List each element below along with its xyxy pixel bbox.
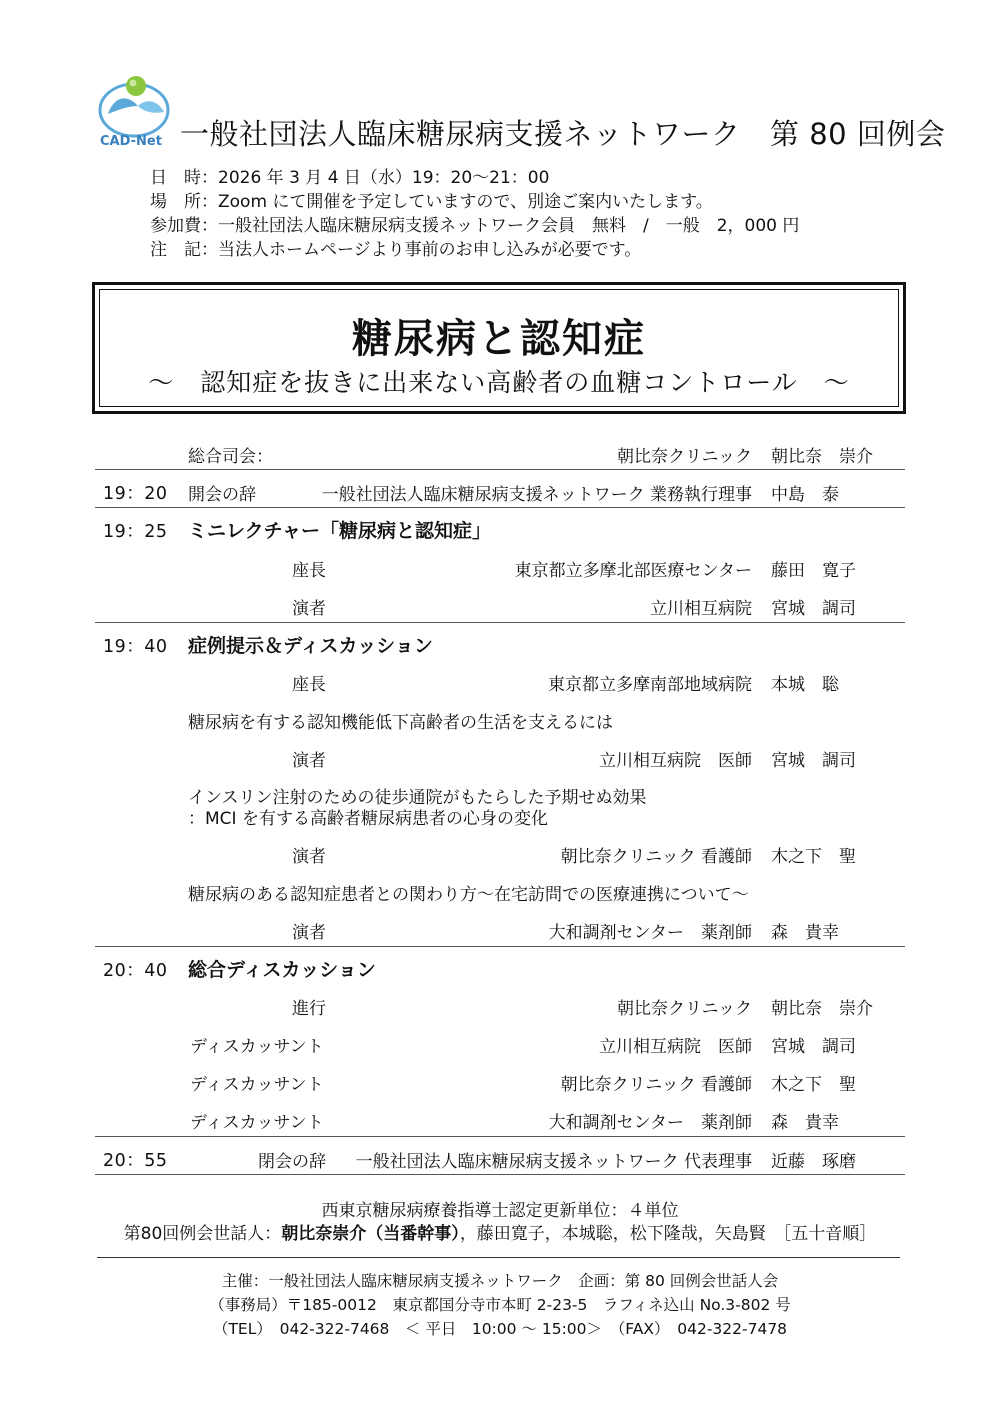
- info-value: Zoom にて開催を予定していますので、別途ご案内いたします。: [218, 192, 713, 212]
- case3-affiliation: 大和調剤センター 薬剤師: [548, 923, 752, 943]
- moderator-role: 進行: [292, 999, 326, 1019]
- closing-time: 20：55: [103, 1151, 168, 1171]
- case2-name: 木之下 聖: [771, 847, 856, 867]
- info-row-fee: [150, 211, 799, 236]
- opening-label: 開会の辞: [188, 485, 256, 505]
- discussant-name: 宮城 調司: [771, 1037, 856, 1057]
- lecture-speaker-affiliation: 立川相互病院: [650, 599, 752, 619]
- info-value: 当法人ホームページより事前のお申し込みが必要です。: [218, 240, 642, 260]
- organizers-label: 第80回例会世話人：: [123, 1224, 282, 1244]
- discussion-time: 20：40: [103, 961, 168, 981]
- case1-affiliation: 立川相互病院 医師: [599, 751, 752, 771]
- discussant-role: ディスカッサント: [190, 1113, 324, 1133]
- footer-address: （事務局）〒185-0012 東京都国分寺市本町 2-23-5 ラフィネ込山 No.3-802 号: [209, 1296, 791, 1314]
- case2-role: 演者: [292, 847, 326, 867]
- mc-name: 朝比奈 崇介: [771, 447, 873, 467]
- case1-topic: 糖尿病を有する認知機能低下高齢者の生活を支えるには: [188, 713, 613, 733]
- info-value: 2026 年 3 月 4 日（水）19：20～21：00: [218, 168, 550, 188]
- discussant-name: 木之下 聖: [771, 1075, 856, 1095]
- organizers-rest: ，藤田寛子，本城聡，松下隆哉，矢島賢 ［五十音順］: [459, 1224, 877, 1244]
- title-banner: [92, 282, 906, 414]
- banner-title: 糖尿病と認知症: [352, 316, 646, 362]
- moderator-affiliation: 朝比奈クリニック: [617, 999, 752, 1019]
- case1-role: 演者: [292, 751, 326, 771]
- case1-name: 宮城 調司: [771, 751, 856, 771]
- closing-name: 近藤 琢磨: [771, 1152, 856, 1172]
- discussant-role: ディスカッサント: [190, 1037, 324, 1057]
- discussant-role: ディスカッサント: [190, 1075, 324, 1095]
- divider: [95, 507, 905, 508]
- discussion-title: 総合ディスカッション: [188, 959, 376, 981]
- banner-subtitle: ～ 認知症を抜きに出来ない高齢者の血糖コントロール ～: [148, 368, 850, 397]
- logo-text: CAD-Net: [100, 134, 162, 149]
- info-row-note: [150, 235, 641, 260]
- divider: [95, 1174, 905, 1175]
- divider: [95, 622, 905, 623]
- lecture-time: 19：25: [103, 522, 168, 542]
- case3-name: 森 貴幸: [771, 923, 839, 943]
- mc-label: 総合司会：: [188, 447, 273, 467]
- info-row-venue: [150, 187, 713, 212]
- divider: [95, 469, 905, 470]
- lecture-chair-affiliation: 東京都立多摩北部医療センター: [514, 561, 752, 581]
- discussant-affiliation: 立川相互病院 医師: [599, 1037, 752, 1057]
- discussant-name: 森 貴幸: [771, 1113, 839, 1133]
- cases-chair-name: 本城 聡: [771, 675, 839, 695]
- cases-time: 19：40: [103, 637, 168, 657]
- organizers-line: [0, 1219, 1000, 1244]
- lecture-chair-role: 座長: [292, 561, 326, 581]
- mc-affiliation: 朝比奈クリニック: [617, 447, 752, 467]
- footer-organizer: 主催：一般社団法人臨床糖尿病支援ネットワーク 企画：第 80 回例会世話人会: [221, 1272, 779, 1290]
- divider: [95, 1136, 905, 1137]
- case2-affiliation: 朝比奈クリニック 看護師: [560, 847, 752, 867]
- cases-chair-affiliation: 東京都立多摩南部地域病院: [548, 675, 752, 695]
- info-label: 参加費：: [150, 216, 218, 236]
- divider: [95, 946, 905, 947]
- case2-topic: インスリン注射のための徒歩通院がもたらした予期せぬ効果: [188, 788, 647, 808]
- opening-time: 19：20: [103, 484, 168, 504]
- info-label: 場 所：: [150, 192, 218, 212]
- cad-net-logo: [98, 72, 178, 152]
- credit-units: 西東京糖尿病療養指導士認定更新単位：４単位: [321, 1201, 679, 1221]
- case3-role: 演者: [292, 923, 326, 943]
- opening-affiliation: 一般社団法人臨床糖尿病支援ネットワーク 業務執行理事: [321, 485, 752, 505]
- lecture-chair-name: 藤田 寛子: [771, 561, 856, 581]
- organizers-lead: 朝比奈崇介（当番幹事）: [281, 1224, 460, 1244]
- opening-name: 中島 泰: [771, 485, 839, 505]
- case3-topic: 糖尿病のある認知症患者との関わり方～在宅訪問での医療連携について～: [188, 885, 749, 905]
- discussant-affiliation: 朝比奈クリニック 看護師: [560, 1075, 752, 1095]
- lecture-speaker-name: 宮城 調司: [771, 599, 856, 619]
- case2-topic-subline: ：MCI を有する高齢者糖尿病患者の心身の変化: [188, 809, 548, 829]
- lecture-speaker-role: 演者: [292, 599, 326, 619]
- lecture-title: ミニレクチャー「糖尿病と認知症」: [188, 520, 492, 542]
- footer-divider: [97, 1257, 900, 1258]
- cases-chair-role: 座長: [292, 675, 326, 695]
- closing-affiliation: 一般社団法人臨床糖尿病支援ネットワーク 代表理事: [355, 1152, 752, 1172]
- info-row-date: [150, 163, 549, 188]
- info-label: 日 時：: [150, 168, 218, 188]
- cases-title: 症例提示＆ディスカッション: [188, 635, 433, 657]
- footer-contact: （TEL） 042-322-7468 ＜ 平日 10:00 ～ 15:00＞ （FAX） 042-322-7478: [212, 1320, 788, 1338]
- discussant-affiliation: 大和調剤センター 薬剤師: [548, 1113, 752, 1133]
- info-label: 注 記：: [150, 240, 218, 260]
- info-value: 一般社団法人臨床糖尿病支援ネットワーク会員 無料 / 一般 2，000 円: [218, 216, 800, 236]
- organization-title: 一般社団法人臨床糖尿病支援ネットワーク 第 80 回例会: [180, 117, 946, 151]
- moderator-name: 朝比奈 崇介: [771, 999, 873, 1019]
- closing-label: 閉会の辞: [258, 1152, 326, 1172]
